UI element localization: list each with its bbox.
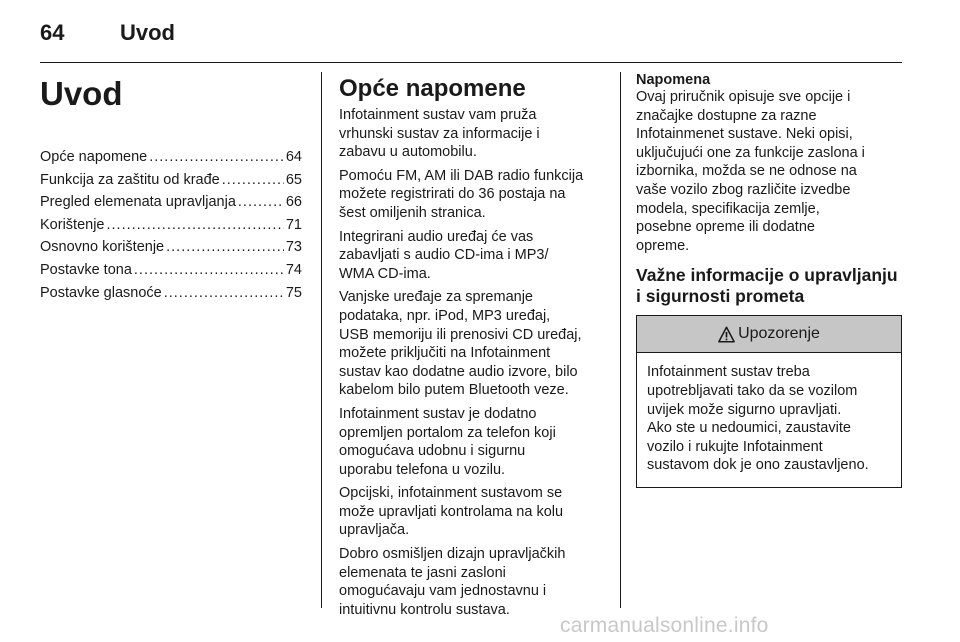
body-paragraph: Infotainment sustav vam pruža vrhunski sustav za informacije i zabavu u automobilu. bbox=[339, 107, 540, 161]
toc-entry[interactable] bbox=[40, 259, 302, 282]
toc-entry-page: 75 bbox=[285, 284, 302, 301]
toc-entry[interactable] bbox=[40, 236, 302, 259]
warning-title: Upozorenje bbox=[738, 325, 820, 343]
toc-leader-dots bbox=[166, 236, 284, 259]
toc-entry-label: Osnovno korištenje bbox=[40, 239, 165, 256]
page-header bbox=[40, 18, 902, 54]
subsection-title: Važne informacije o upravljanju i sigurnosti prometa bbox=[636, 265, 898, 307]
toc-entry-page: 74 bbox=[285, 261, 302, 278]
body-paragraph: Opcijski, infotainment sustavom se može upravljati kontrolama na kolu upravljača. bbox=[339, 485, 564, 539]
header-rule bbox=[40, 62, 902, 63]
toc-entry-label: Funkcija za zaštitu od krađe bbox=[40, 171, 220, 188]
toc-entry-page: 64 bbox=[285, 149, 302, 165]
toc-entry[interactable] bbox=[40, 282, 302, 305]
toc-leader-dots bbox=[222, 169, 284, 192]
body-paragraph: Integrirani audio uređaj će vas zabavljati s audio CD-ima i MP3/ WMA CD-ima. bbox=[339, 228, 549, 282]
toc-leader-dots bbox=[149, 146, 284, 169]
body-paragraph: Infotainment sustav je dodatno opremljen portalom za telefon koji omogućava udobnu i sigurnu uporabu telefona u vozilu. bbox=[339, 405, 556, 478]
toc-entry-label: Opće napomene bbox=[40, 149, 148, 165]
note-text: Ovaj priručnik opisuje sve opcije i značajke dostupne za razne Infotainmenet sustave. Neki opisi, uključujući one za funkcije zaslona i izbornika, možda se ne odnose na vaše vozilo zbog različite izvedbe modela, specifikacija zemlje, posebne opreme ili dodatne opreme. bbox=[636, 89, 865, 254]
toc-entry[interactable] bbox=[40, 169, 302, 192]
warning-triangle-icon bbox=[718, 326, 735, 343]
warning-box bbox=[636, 315, 902, 488]
toc-entry-page: 73 bbox=[285, 239, 302, 256]
toc-entry[interactable] bbox=[40, 146, 302, 169]
toc-entry-label: Korištenje bbox=[40, 216, 105, 233]
body-paragraph: Pomoću FM, AM ili DAB radio funkcija možete registrirati do 36 postaja na šest omiljenih stranica. bbox=[339, 167, 584, 221]
column-divider-right bbox=[620, 72, 621, 608]
running-title: Uvod bbox=[120, 20, 175, 45]
watermark: carmanualsonline.info bbox=[560, 614, 769, 637]
toc-entry-label: Postavke tona bbox=[40, 261, 132, 278]
note-heading: Napomena bbox=[636, 72, 711, 88]
toc-leader-dots bbox=[164, 282, 284, 305]
column-toc bbox=[40, 72, 302, 304]
toc-leader-dots bbox=[134, 259, 284, 282]
section-title: Opće napomene bbox=[339, 75, 526, 102]
warning-text: Infotainment sustav treba upotrebljavati tako da se vozilom uvijek može sigurno upravljati. Ako ste u nedoumici, zaustavite vozilo i rukujte Infotainment sustavom dok je ono zaustavljeno. bbox=[647, 364, 869, 474]
toc-entry-page: 66 bbox=[285, 194, 302, 211]
table-of-contents bbox=[40, 146, 302, 304]
toc-entry[interactable] bbox=[40, 191, 302, 214]
toc-leader-dots bbox=[106, 214, 283, 237]
toc-entry[interactable] bbox=[40, 214, 302, 237]
toc-leader-dots bbox=[238, 191, 284, 214]
toc-entry-label: Postavke glasnoće bbox=[40, 284, 162, 301]
body-paragraph: Vanjske uređaje za spremanje podataka, npr. iPod, MP3 uređaj, USB memoriju ili prenosivi CD uređaj, možete priključiti na Infotainment sustav kao dodatne audio izvore, bilo kabelom bilo putem Bluetooth veze. bbox=[339, 289, 582, 399]
column-general-notes bbox=[339, 72, 605, 619]
body-paragraph: Dobro osmišljen dizajn upravljačkih elemenata te jasni zasloni omogućavaju vam jednostavnu i intuitivnu kontrolu sustava. bbox=[339, 546, 566, 618]
column-note-and-warning bbox=[636, 72, 902, 488]
toc-entry-label: Pregled elemenata upravljanja bbox=[40, 194, 236, 211]
page-number: 64 bbox=[40, 20, 65, 45]
toc-entry-page: 71 bbox=[285, 216, 302, 233]
toc-entry-page: 65 bbox=[285, 171, 302, 188]
chapter-title: Uvod bbox=[40, 75, 123, 112]
column-divider-left bbox=[321, 72, 322, 608]
warning-header bbox=[637, 316, 901, 353]
